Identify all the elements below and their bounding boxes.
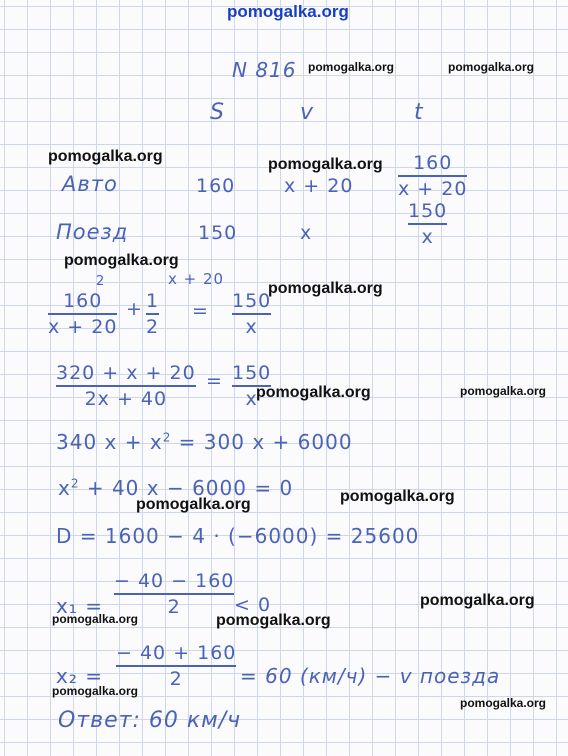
eq1-plus: + [126, 298, 143, 320]
eq4-exponent: 2 [70, 476, 80, 491]
watermark: pomogalka.org [268, 280, 383, 297]
row-auto-s: 160 [196, 175, 236, 197]
fraction-bar [116, 665, 236, 667]
eq3-part-b: = 300 x + 6000 [171, 430, 353, 454]
eq1-multiplier-2: x + 20 [168, 270, 225, 288]
x2-rest: = 60 (км/ч) − v поезда [240, 664, 501, 688]
discriminant: D = 1600 − 4 · (−6000) = 25600 [56, 524, 420, 548]
row-auto-t [398, 152, 467, 200]
x1-den: 2 [167, 596, 181, 618]
eq1-fraction-2 [146, 290, 159, 338]
eq1-multiplier-1: 2 [96, 274, 106, 289]
x2-fraction [116, 642, 236, 690]
x1-label: x₁ = [56, 594, 103, 618]
header-t: t [414, 100, 424, 125]
watermark: pomogalka.org [136, 496, 251, 513]
eq1-f2-den: 2 [146, 316, 160, 338]
row-train-t [408, 200, 447, 248]
answer: Ответ: 60 км/ч [58, 708, 242, 733]
eq1-f3-num: 150 [232, 290, 272, 312]
eq2-rhs-den: x [245, 388, 258, 410]
row-train-t-den: x [421, 226, 434, 248]
eq3 [56, 430, 353, 454]
x1-fraction [114, 570, 234, 618]
header-v: v [300, 100, 315, 125]
eq1-f1-num: 160 [63, 290, 103, 312]
eq1-f3-den: x [245, 316, 258, 338]
fraction-bar [114, 593, 234, 595]
watermark: pomogalka.org [52, 612, 139, 626]
row-label-train: Поезд [56, 220, 129, 244]
row-train-v: x [300, 222, 313, 244]
x2-num: − 40 + 160 [116, 642, 237, 664]
watermark-top: pomogalka.org [227, 2, 349, 21]
eq1-fraction-3 [232, 290, 271, 338]
fraction-bar [408, 223, 447, 225]
header-s: S [210, 100, 225, 125]
x2-label: x₂ = [56, 664, 103, 688]
eq2-equals: = [206, 370, 223, 392]
watermark: pomogalka.org [216, 612, 331, 629]
x1-rest: < 0 [234, 594, 272, 616]
x2-den: 2 [169, 668, 183, 690]
eq1-f2-num: 1 [146, 290, 160, 312]
eq4-part-b: + 40 x − 6000 = 0 [79, 476, 294, 500]
eq1-equals: = [192, 300, 209, 322]
watermark: pomogalka.org [340, 488, 455, 505]
eq2-lhs-den: 2x + 40 [84, 388, 168, 410]
fraction-bar [232, 313, 271, 315]
watermark: pomogalka.org [48, 148, 163, 165]
watermark: pomogalka.org [268, 156, 383, 173]
watermark: pomogalka.org [420, 592, 535, 609]
row-label-auto: Авто [62, 172, 118, 196]
eq1-fraction-1 [48, 290, 117, 338]
watermark: pomogalka.org [64, 252, 179, 269]
eq4 [58, 476, 293, 500]
watermark: pomogalka.org [448, 60, 535, 74]
watermark: pomogalka.org [308, 60, 395, 74]
watermark: pomogalka.org [460, 696, 547, 710]
fraction-bar [232, 385, 271, 387]
fraction-bar [56, 385, 196, 387]
eq2-lhs [56, 362, 196, 410]
eq3-exponent: 2 [162, 430, 172, 445]
row-auto-v: x + 20 [284, 175, 354, 197]
row-auto-t-den: x + 20 [398, 178, 468, 200]
watermark: pomogalka.org [52, 684, 139, 698]
fraction-bar [146, 313, 159, 315]
eq2-rhs-num: 150 [232, 362, 272, 384]
fraction-bar [48, 313, 117, 315]
eq2-lhs-num: 320 + x + 20 [56, 362, 196, 384]
eq3-part-a: 340 x + x [56, 430, 163, 454]
watermark: pomogalka.org [256, 384, 371, 401]
eq1-f1-den: x + 20 [48, 316, 118, 338]
row-auto-t-num: 160 [413, 152, 453, 174]
row-train-s: 150 [198, 222, 238, 244]
problem-number: N 816 [232, 58, 297, 82]
watermark: pomogalka.org [460, 384, 547, 398]
eq4-part-a: x [58, 476, 71, 500]
fraction-bar [398, 175, 467, 177]
x1-num: − 40 − 160 [114, 570, 235, 592]
row-train-t-num: 150 [408, 200, 448, 222]
eq2-rhs [232, 362, 271, 410]
